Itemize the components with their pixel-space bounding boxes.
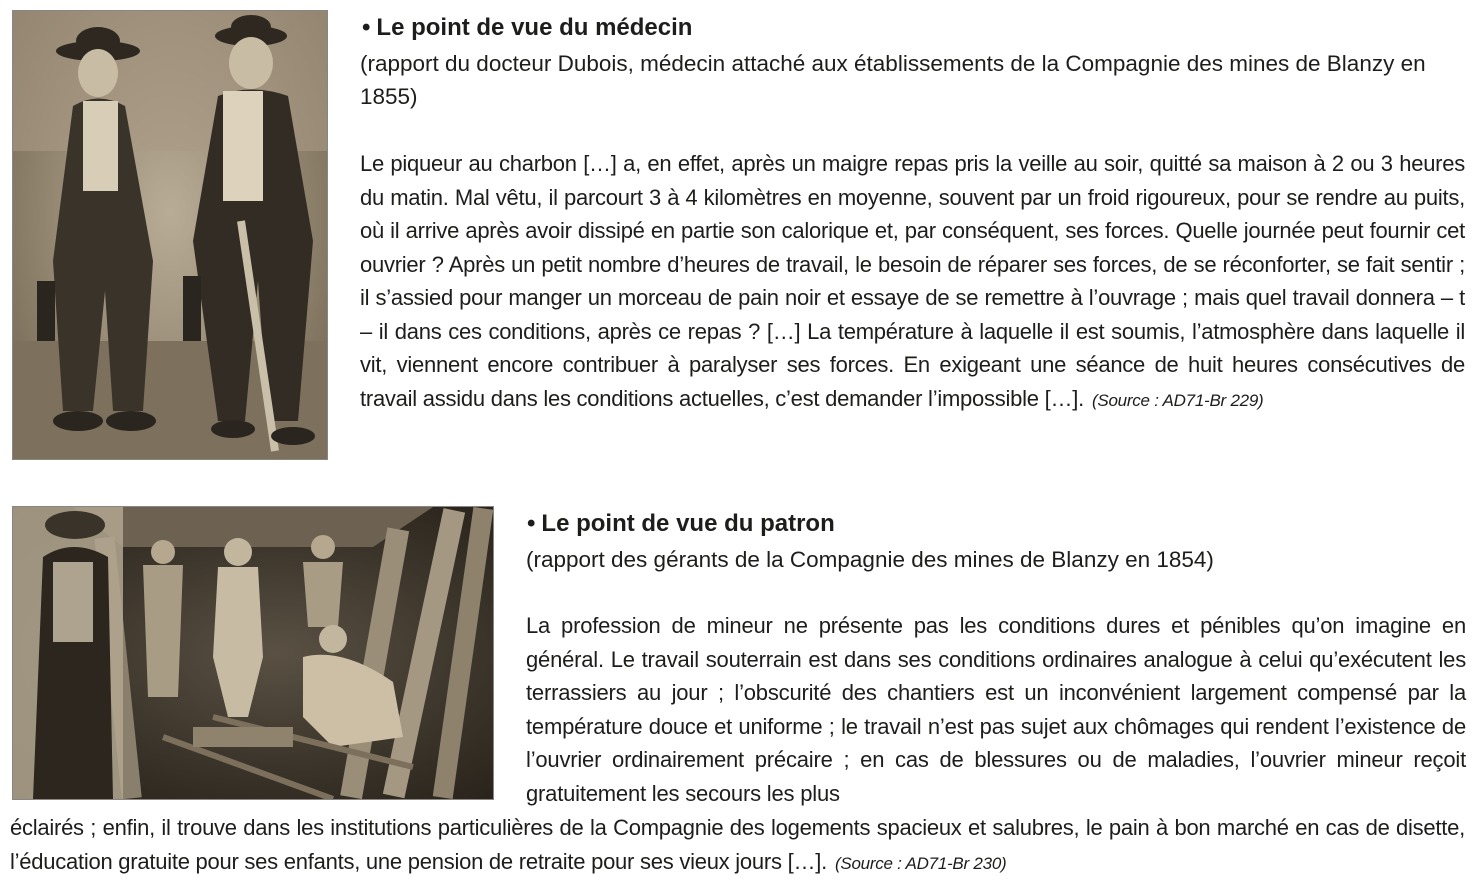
mine-gallery-photo	[12, 506, 494, 800]
doctor-quote-text: Le piqueur au charbon […] a, en effet, après un maigre repas pris la veille au soir, quitté sa maison à 2 ou 3 heures du matin. Mal vêtu, il parcourt 3 à 4 kilomètres en moyenne, souvent par un froid rigoureux, pour se rendre au puits, où il arrive après avoir dissipé en partie son calorique et, par conséquent, ses forces. Quelle journée peut fournir cet ouvrier ? Après un petit nombre d’heures de travail, le besoin de réparer ses forces, de se réconforter, se fait sentir ; il s’assied pour manger un morceau de pain noir et essaye de se remettre à l’ouvrage ; mais quel travail donnera – t – il dans ces conditions, après ce repas ? […] La température à laquelle il est soumis, l’atmosphère dans laquelle il vit, viennent encore contribuer à paralyser ses forces. En exigeant une séance de huit heures consécutives de travail assidu dans les conditions actuelles, c’est demander l’impossible […].	[360, 151, 1465, 411]
bullet-icon: •	[362, 14, 371, 41]
boss-title: Le point de vue du patron	[541, 510, 835, 537]
doctor-quote	[360, 147, 1465, 417]
doctor-source: (Source : AD71-Br 229)	[1091, 390, 1264, 410]
boss-source: (Source : AD71-Br 230)	[834, 853, 1007, 873]
boss-subtitle: (rapport des gérants de la Compagnie des mines de Blanzy en 1854)	[526, 547, 1214, 572]
boss-heading	[527, 509, 835, 539]
bullet-icon: •	[527, 510, 536, 537]
doctor-title: Le point de vue du médecin	[376, 14, 693, 41]
miners-portrait-illustration	[13, 11, 327, 459]
doctor-heading	[362, 13, 692, 43]
mine-gallery-illustration	[13, 507, 493, 799]
boss-quote-bottom	[10, 811, 1465, 880]
doctor-subtitle: (rapport du docteur Dubois, médecin attaché aux établissements de la Compagnie des mines de Blanzy en 1855)	[360, 51, 1426, 109]
miners-portrait-photo	[12, 10, 328, 460]
boss-quote-text: éclairés ; enfin, il trouve dans les institutions particulières de la Compagnie des logements spacieux et salubres, le pain à bon marché en cas de disette, l’éducation gratuite pour ses enfants, une pension de retraite pour ses vieux jours […].	[10, 815, 1465, 874]
boss-quote-top: La profession de mineur ne présente pas les conditions dures et pénibles qu’on imagine en général. Le travail souterrain est dans ses conditions ordinaires analogue à celui qu’exécutent les terrassiers au jour ; l’obscurité des chantiers est un inconvénient largement compensé par la température douce et uniforme ; le travail n’est pas sujet aux chômages qui rendent l’existence de l’ouvrier ordinairement précaire ; en cas de blessures ou de maladies, l’ouvrier mineur reçoit gratuitement les secours les plus	[526, 613, 1466, 806]
